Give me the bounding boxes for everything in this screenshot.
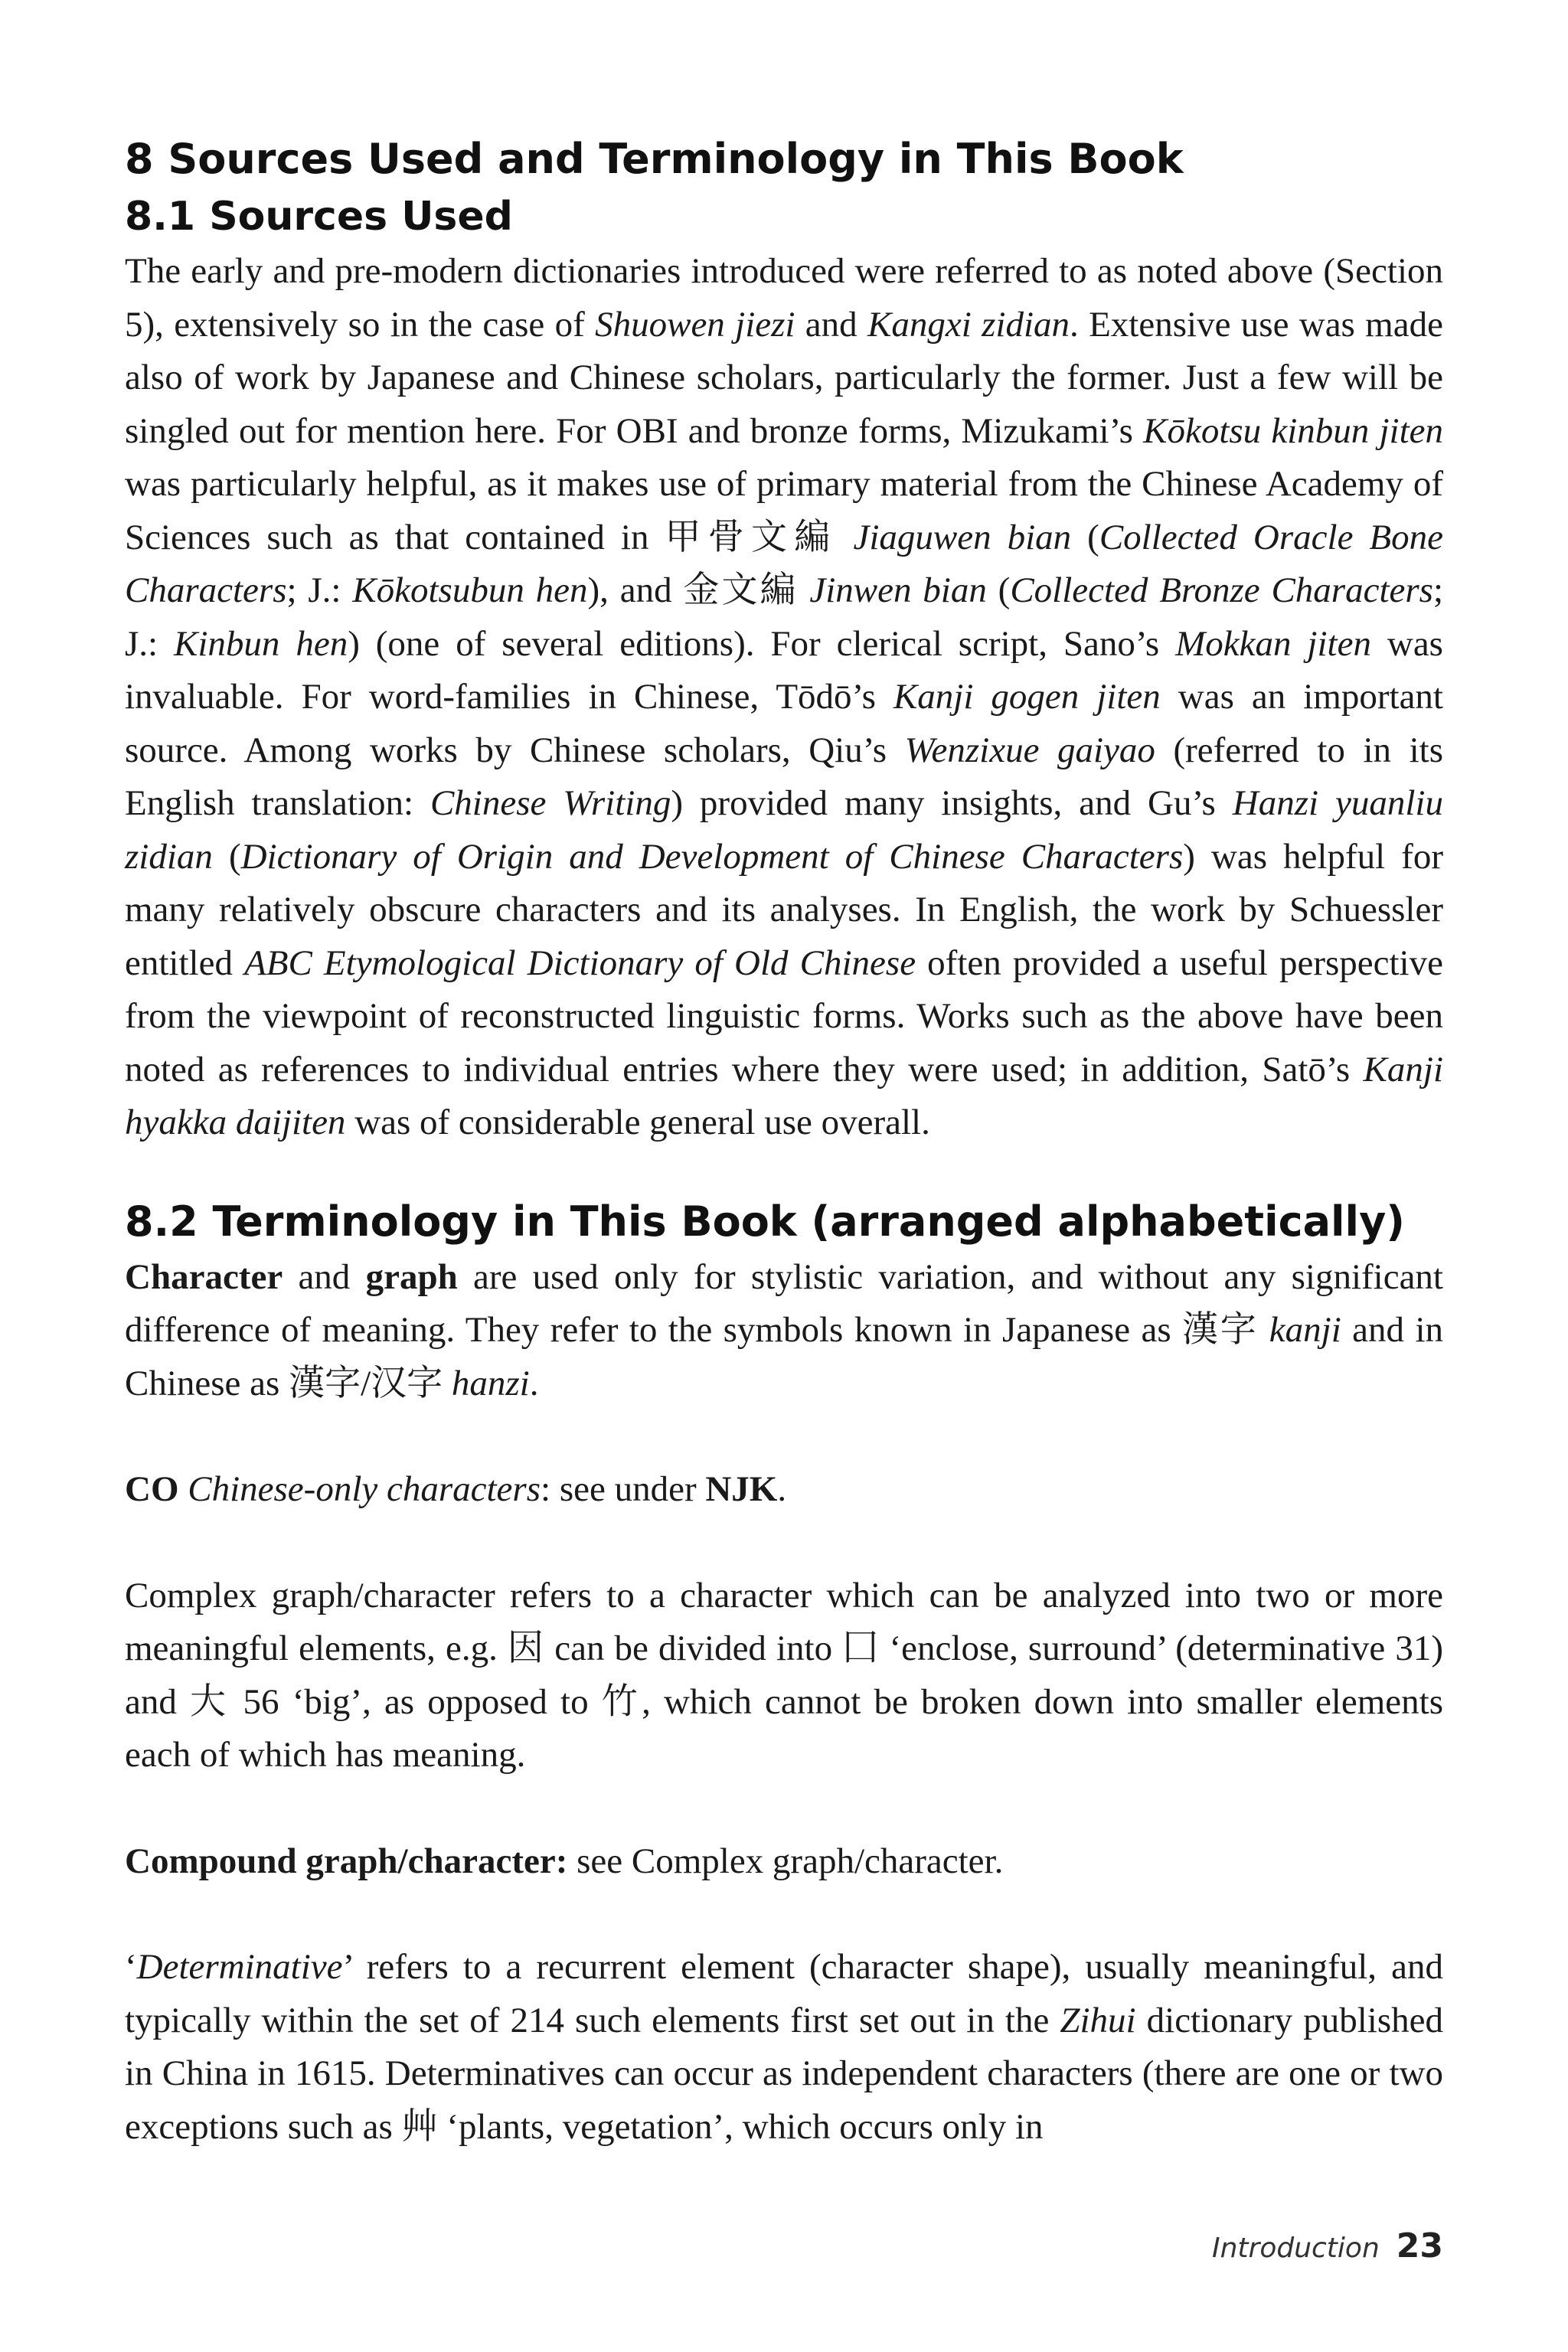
subsection-heading-sources: 8.1 Sources Used xyxy=(125,194,513,240)
text-run: ( xyxy=(1071,517,1099,557)
italic-term: Kōkotsu kinbun jiten xyxy=(1143,410,1443,451)
subsection-heading-terminology: 8.2 Terminology in This Book (arranged alphabetically) xyxy=(125,1197,1405,1246)
text-run: ) was helpful for many relatively obscure characters and its analyses. In English, the work by Schuessler entitled xyxy=(125,836,1443,983)
italic-term: Zihui xyxy=(1060,2000,1136,2040)
text-run: was an important source. Among works by Chinese scholars, Qiu’s xyxy=(125,677,1443,770)
italic-term: Chinese-only characters xyxy=(188,1469,541,1509)
paragraph-compound xyxy=(125,1835,1443,1889)
italic-term: Jinwen bian xyxy=(809,570,987,610)
text-run: (referred to in its English translation: xyxy=(125,730,1444,823)
italic-term: Chinese Writing xyxy=(430,783,671,823)
text-run: ’ refers to a recurrent element (character shape), usually meaningful, and typically within the set of 214 such elements first set out in the xyxy=(125,1947,1443,2040)
text-run: Complex graph/character refers to a character which can be analyzed into two or more meaningful elements, e.g. 因 can be divided into 囗 ‘enclose, surround’ (determinative 31) and 大 56 ‘big’, as opposed to 竹, which cannot be broken down into smaller elements each of which has meaning. xyxy=(125,1575,1443,1775)
italic-term: Hanzi yuanliu zidian xyxy=(125,783,1443,877)
italic-term: ABC Etymological Dictionary of Old Chinese xyxy=(244,942,916,983)
italic-term: Shuowen jiezi xyxy=(595,304,795,345)
italic-term: Dictionary of Origin and Development of Chinese Characters xyxy=(240,836,1184,877)
bold-term: graph xyxy=(365,1256,458,1297)
paragraph-character xyxy=(125,1251,1443,1411)
text-run: and xyxy=(795,304,867,345)
bold-term: Character xyxy=(125,1256,283,1297)
italic-term: Kanji hyakka daijiten xyxy=(125,1049,1443,1142)
italic-term: Collected Oracle Bone Characters xyxy=(125,517,1443,610)
italic-term: Kanji gogen jiten xyxy=(893,677,1161,717)
text-run: ; J.: xyxy=(125,570,1444,664)
bold-term: Compound graph/character: xyxy=(125,1841,568,1881)
page-content xyxy=(125,130,1443,2154)
paragraph-complex xyxy=(125,1570,1443,1782)
italic-term: kanji xyxy=(1269,1310,1341,1350)
text-run: ( xyxy=(986,570,1011,610)
text-run: The early and pre-modern dictionaries introduced were referred to as noted above (Section 5), extensively so in the case of xyxy=(125,251,1443,345)
section-heading: 8 Sources Used and Terminology in This Book xyxy=(125,135,1184,183)
text-run: dictionary published in China in 1615. Determinatives can occur as independent characters (there are one or two exceptions such as 艸 ‘plants, vegetation’, which occurs only in xyxy=(125,2000,1443,2147)
paragraph-sources xyxy=(125,245,1443,1150)
text-run xyxy=(179,1469,188,1509)
paragraph-co xyxy=(125,1463,1443,1517)
text-run: ) (one of several editions). For clerical script, Sano’s xyxy=(348,623,1176,664)
bold-term: CO xyxy=(125,1469,179,1509)
text-run: was invaluable. For word-families in Chinese, Tōdō’s xyxy=(125,623,1443,717)
italic-term: hanzi xyxy=(451,1363,530,1403)
text-run: and xyxy=(283,1256,366,1297)
text-run: . xyxy=(777,1469,787,1509)
text-run: often provided a useful perspective from the viewpoint of reconstructed linguistic forms. Works such as the above have been noted as references to individual entries where they were used; in addition, Satō’s xyxy=(125,942,1443,1089)
text-run: . xyxy=(529,1363,539,1403)
text-run: . Extensive use was made also of work by Japanese and Chinese scholars, particularly the former. Just a few will be singled out for mention here. For OBI and bronze forms, Mizukami’s xyxy=(125,304,1443,451)
text-run: : see under xyxy=(541,1469,706,1509)
paragraph-determinative xyxy=(125,1941,1443,2154)
text-run: ( xyxy=(212,836,241,877)
page-number: 23 xyxy=(1396,2226,1443,2265)
page-footer xyxy=(1212,2226,1443,2265)
italic-term: Determinative xyxy=(136,1947,343,1987)
text-run: are used only for stylistic variation, and without any significant difference of meaning. They refer to the symbols known in Japanese as 漢字 xyxy=(125,1256,1443,1350)
text-run: ; J.: xyxy=(286,570,353,610)
text-run: ) provided many insights, and Gu’s xyxy=(671,783,1233,823)
text-run: see Complex graph/character. xyxy=(567,1841,1004,1881)
italic-term: Wenzixue gaiyao xyxy=(904,730,1155,770)
italic-term: Mokkan jiten xyxy=(1175,623,1371,664)
italic-term: Kinbun hen xyxy=(174,623,348,664)
italic-term: Kangxi zidian xyxy=(867,304,1070,345)
text-run: and in Chinese as 漢字/汉字 xyxy=(125,1310,1444,1403)
text-run: was of considerable general use overall. xyxy=(345,1102,930,1142)
italic-term: Kōkotsubun hen xyxy=(352,570,588,610)
italic-term: Jiaguwen bian xyxy=(853,517,1072,557)
text-run: was particularly helpful, as it makes use of primary material from the Chinese Academy of Sciences such as that contained in 甲骨文編 xyxy=(125,464,1443,557)
italic-term: Collected Bronze Characters xyxy=(1010,570,1433,610)
text-run: ‘ xyxy=(125,1947,137,1987)
footer-section-name: Introduction xyxy=(1211,2233,1380,2264)
text-run: ), and 金文編 xyxy=(587,570,810,610)
bold-term: NJK xyxy=(705,1469,778,1509)
